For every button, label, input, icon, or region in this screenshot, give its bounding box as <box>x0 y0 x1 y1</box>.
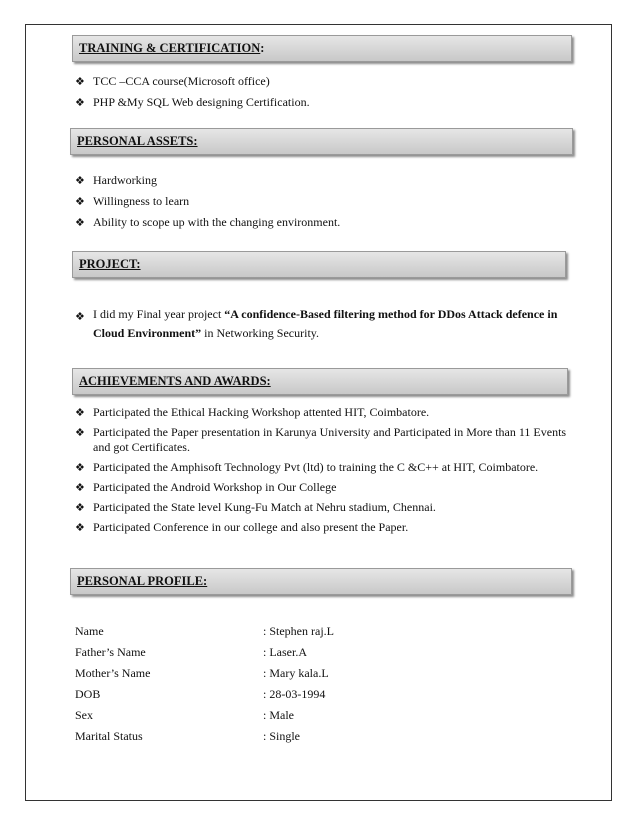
diamond-bullet-icon: ❖ <box>75 216 85 229</box>
diamond-bullet-icon: ❖ <box>75 481 85 494</box>
profile-value: : Stephen raj.L <box>263 624 334 638</box>
list-item: ❖ Participated the State level Kung-Fu Match at Nehru stadium, Chennai. <box>75 500 436 514</box>
diamond-bullet-icon: ❖ <box>75 521 85 534</box>
list-item: ❖ Participated the Ethical Hacking Workshop attented HIT, Coimbatore. <box>75 405 430 419</box>
profile-label: Mother’s Name <box>75 666 151 680</box>
profile-label: Marital Status <box>75 729 143 743</box>
diamond-bullet-icon: ❖ <box>75 406 85 419</box>
project-heading: PROJECT: <box>79 257 141 271</box>
training-list <box>75 74 570 110</box>
project-title: “A confidence-Based filtering method for DDos Attack defence in Cloud Environment” <box>93 307 558 340</box>
diamond-bullet-icon: ❖ <box>75 501 85 514</box>
list-item: ❖ PHP &My SQL Web designing Certification. <box>75 95 310 109</box>
diamond-bullet-icon: ❖ <box>75 96 85 109</box>
project-list <box>75 305 570 343</box>
personal-assets-section-header <box>70 128 573 155</box>
list-item: ❖ Participated the Paper presentation in Karunya University and Participated in More than 11 Events and got Certificates. <box>75 425 567 454</box>
diamond-bullet-icon: ❖ <box>75 426 85 439</box>
profile-value: : Laser.A <box>263 645 307 659</box>
training-heading-colon: : <box>260 41 265 55</box>
personal-assets-list <box>75 173 570 230</box>
achievements-heading: ACHIEVEMENTS AND AWARDS: <box>79 374 271 388</box>
list-item: ❖ Willingness to learn <box>75 194 190 208</box>
list-item: ❖ Participated Conference in our college and also present the Paper. <box>75 520 409 534</box>
list-item: ❖ Ability to scope up with the changing environment. <box>75 215 341 229</box>
profile-value: : 28-03-1994 <box>263 687 326 701</box>
training-heading: TRAINING & CERTIFICATION <box>79 41 261 55</box>
profile-value: : Single <box>263 729 301 743</box>
project-description: ❖ I did my Final year project “A confidence-Based filtering method for DDos Attack defence in Cloud Environment” in Networking Security. <box>75 307 558 340</box>
diamond-bullet-icon: ❖ <box>75 75 85 88</box>
diamond-bullet-icon: ❖ <box>75 195 85 208</box>
profile-label: Father’s Name <box>75 645 146 659</box>
list-item: ❖ Participated the Android Workshop in Our College <box>75 480 337 494</box>
project-section-header <box>72 251 566 278</box>
list-item: ❖ Hardworking <box>75 173 157 187</box>
profile-value: : Male <box>263 708 294 722</box>
list-item: ❖ Participated the Amphisoft Technology Pvt (ltd) to training the C &C++ at HIT, Coimbatore. <box>75 460 539 474</box>
personal-profile-heading: PERSONAL PROFILE: <box>77 574 208 588</box>
personal-assets-heading: PERSONAL ASSETS: <box>77 134 198 148</box>
profile-label: Name <box>75 624 104 638</box>
achievements-list <box>75 405 570 535</box>
diamond-bullet-icon: ❖ <box>75 174 85 187</box>
profile-value: : Mary kala.L <box>263 666 329 680</box>
diamond-bullet-icon: ❖ <box>75 461 85 474</box>
personal-profile-section-header <box>70 568 572 595</box>
list-item: ❖ TCC –CCA course(Microsoft office) <box>75 74 270 88</box>
profile-label: Sex <box>75 708 93 722</box>
profile-label: DOB <box>75 687 101 701</box>
diamond-bullet-icon: ❖ <box>75 310 85 323</box>
training-section-header <box>72 35 572 62</box>
achievements-section-header <box>72 368 568 395</box>
